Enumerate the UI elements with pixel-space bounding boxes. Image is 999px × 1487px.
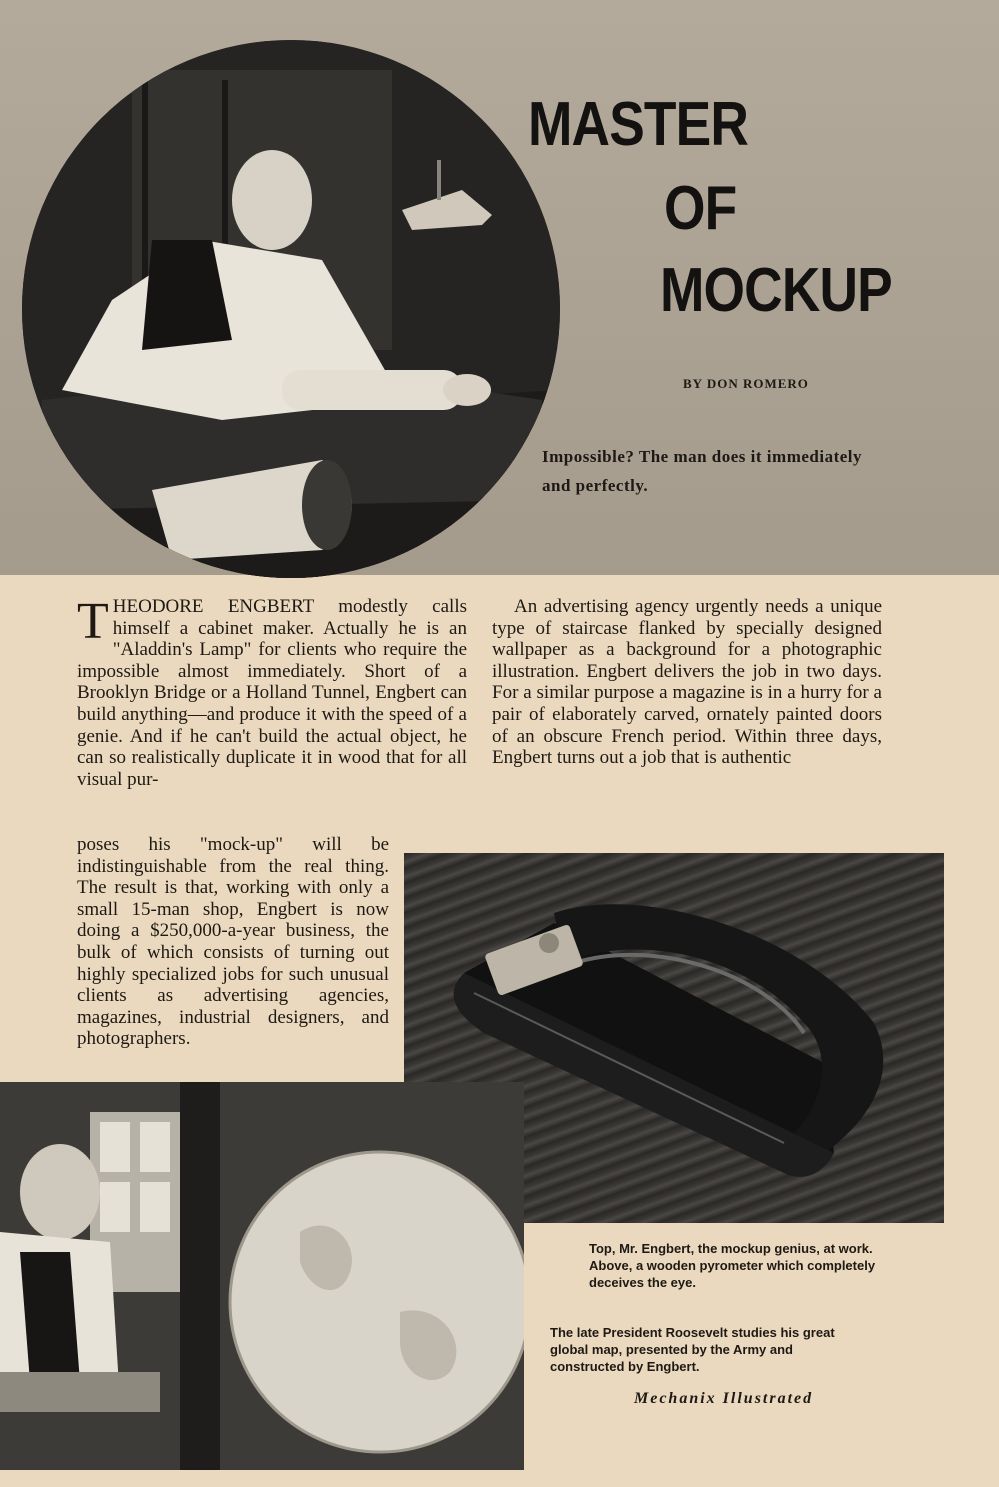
caption-top: Top, Mr. Engbert, the mockup genius, at work. Above, a wooden pyrometer which completely deceives the eye. [589, 1241, 876, 1290]
body-column-1-bottom: poses his "mock-up" will be indistinguishable from the real thing. The result is that, working with only a small 15-man shop, Engbert is now doing a $250,000-a-year business, the bulk of which consists of turning out highly specialized jobs for such unusual clients as advertising agencies, magazines, industrial designers, and photographers. [77, 834, 389, 1050]
title-line-mockup: MOCKUP [660, 256, 892, 325]
drop-cap: T [77, 593, 109, 650]
roosevelt-globe-photo [0, 1082, 524, 1470]
caption-bottom: The late President Roosevelt studies his great global map, presented by the Army and constructed by Engbert. [550, 1325, 835, 1374]
body-text-1a: HEODORE ENGBERT modestly calls himself a cabinet maker. Actually he is an "Aladdin's Lamp" for clients who require the impossible almost immediately. Short of a Brooklyn Bridge or a Holland Tunnel, Engbert can build anything—and produce it with the speed of a genie. And if he can't build the actual object, he can so realistically duplicate it in wood that for all visual pur- [77, 596, 467, 790]
title-line-of: OF [664, 174, 737, 243]
globe-illustration [0, 1082, 524, 1470]
body-column-1-top [77, 593, 467, 790]
dek-subtitle: Impossible? The man does it immediately and perfectly. [542, 447, 863, 495]
byline: BY DON ROMERO [683, 376, 809, 391]
engbert-at-work-photo [22, 40, 560, 578]
title-line-master: MASTER [528, 90, 748, 159]
magazine-footer: Mechanix Illustrated [634, 1390, 814, 1407]
body-column-2: An advertising agency urgently needs a unique type of staircase flanked by specially designed wallpaper as a background for a photographic illustration. Engbert delivers the job in two days. For a similar purpose a magazine is in a hurry for a pair of elaborately carved, ornately painted doors of an obscure French period. Within three days, Engbert turns out a job that is authentic [492, 596, 882, 769]
engbert-illustration [22, 40, 560, 578]
